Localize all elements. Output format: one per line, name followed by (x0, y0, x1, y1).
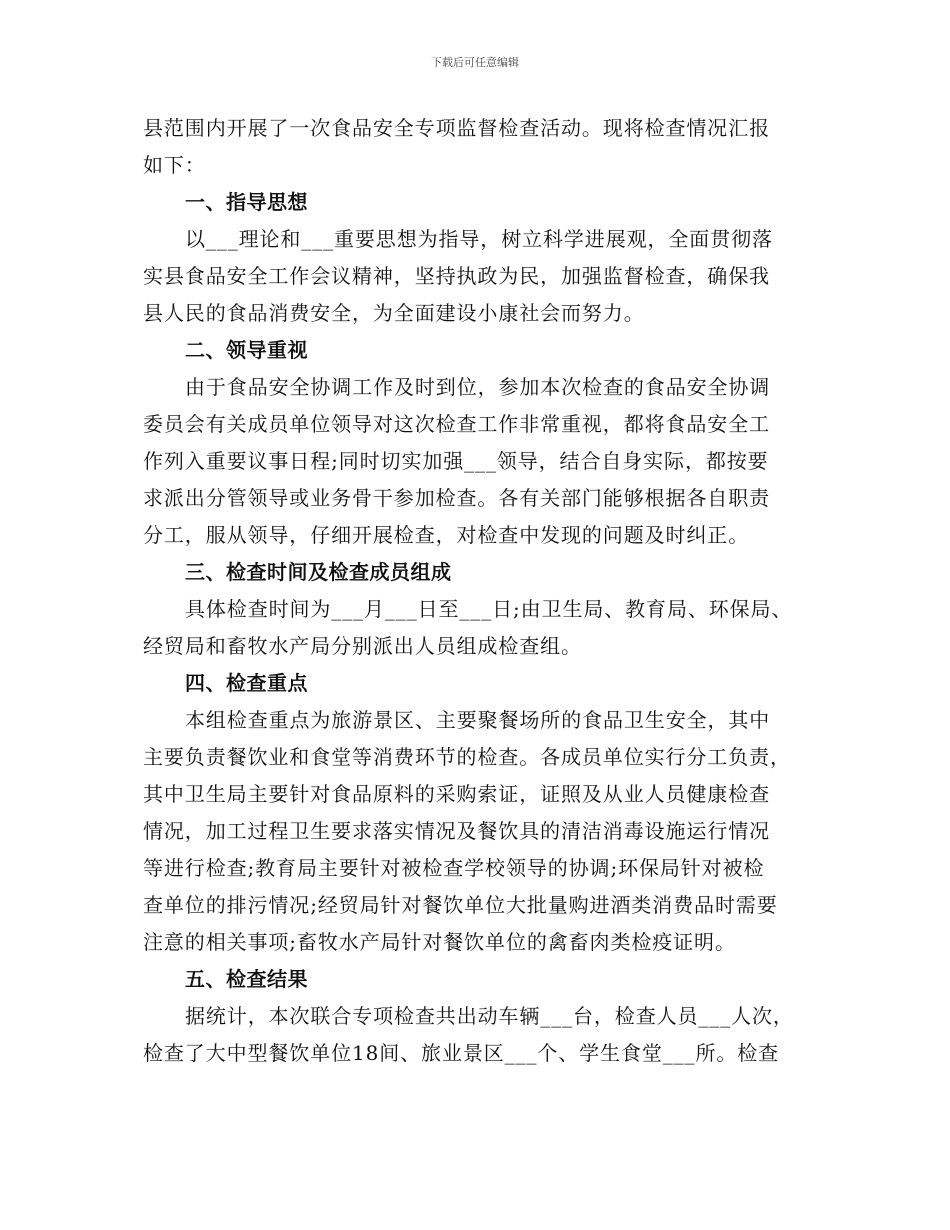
section-heading-inspection-time: 三、检查时间及检查成员组成 (185, 560, 452, 584)
section-heading-leadership: 二、领导重视 (185, 338, 308, 362)
paragraph-line: 据统计，本次联合专项检查共出动车辆___台，检查人员___人次， (185, 1004, 794, 1028)
paragraph-line: 以___理论和___重要思想为指导，树立科学进展观，全面贯彻落 (185, 227, 773, 251)
paragraph-line: 等进行检查;教育局主要针对被检查学校领导的协调;环保局针对被检 (143, 856, 765, 880)
paragraph-line: 求派出分管领导或业务骨干参加检查。各有关部门能够根据各自职责 (143, 486, 770, 510)
paragraph-line: 县范围内开展了一次食品安全专项监督检查活动。现将检查情况汇报 (143, 116, 770, 140)
section-heading-inspection-focus: 四、检查重点 (185, 671, 308, 695)
paragraph-line: 作列入重要议事日程;同时切实加强___领导，结合自身实际，都按要 (143, 449, 769, 473)
paragraph-line: 实县食品安全工作会议精神，坚持执政为民，加强监督检查，确保我 (143, 264, 770, 288)
section-heading-guiding-ideology: 一、指导思想 (185, 190, 308, 214)
document-body (143, 110, 813, 1072)
paragraph-line: 委员会有关成员单位领导对这次检查工作非常重视，都将食品安全工 (143, 412, 770, 436)
paragraph-line: 注意的相关事项;畜牧水产局针对餐饮单位的禽畜肉类检疫证明。 (143, 930, 736, 954)
paragraph-line: 情况，加工过程卫生要求落实情况及餐饮具的清洁消毒设施运行情况 (143, 819, 770, 843)
paragraph-line: 查单位的排污情况;经贸局针对餐饮单位大批量购进酒类消费品时需要 (143, 893, 778, 917)
paragraph-line: 由于食品安全协调工作及时到位，参加本次检查的食品安全协调 (185, 375, 771, 399)
paragraph-line: 经贸局和畜牧水产局分别派出人员组成检查组。 (143, 634, 582, 658)
paragraph-line: 具体检查时间为___月___日至___日;由卫生局、教育局、环保局、 (185, 597, 793, 621)
paragraph-line: 其中卫生局主要针对食品原料的采购索证，证照及从业人员健康检查 (143, 782, 770, 806)
paragraph-line: 主要负责餐饮业和食堂等消费环节的检查。各成员单位实行分工负责， (143, 745, 791, 769)
page-header-note: 下载后可任意编辑 (431, 56, 519, 69)
paragraph-line: 本组检查重点为旅游景区、主要聚餐场所的食品卫生安全，其中 (185, 708, 771, 732)
paragraph-line: 县人民的食品消费安全，为全面建设小康社会而努力。 (143, 301, 645, 325)
paragraph-line: 如下： (143, 153, 206, 177)
section-heading-inspection-results: 五、检查结果 (185, 967, 308, 991)
paragraph-line: 分工，服从领导，仔细开展检查，对检查中发现的问题及时纠正。 (143, 523, 750, 547)
paragraph-line: 检查了大中型餐饮单位18间、旅业景区___个、学生食堂___所。检查 (143, 1041, 780, 1065)
